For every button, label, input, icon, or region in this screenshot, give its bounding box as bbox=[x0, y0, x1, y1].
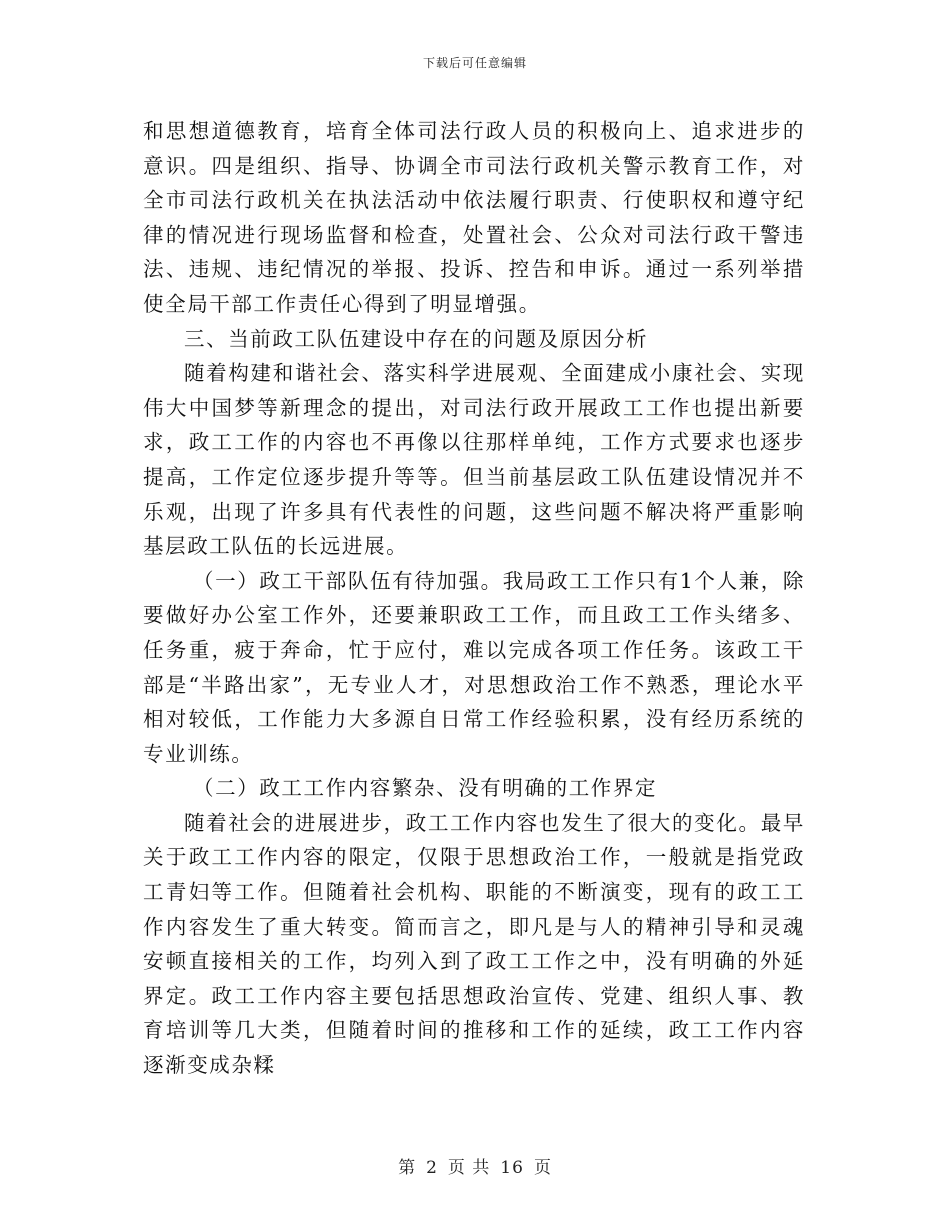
footer-total-pages: 16 bbox=[500, 1158, 524, 1178]
footer-prefix: 第 bbox=[398, 1158, 417, 1178]
body-paragraph-1: 和思想道德教育，培育全体司法行政人员的积极向上、追求进步的意识。四是组织、指导、协调全市司法行政机关警示教育工作，对全市司法行政机关在执法活动中依法履行职责、行使职权和遵守纪律的情况进行现场监督和检查，处置社会、公众对司法行政干警违法、违规、违纪情况的举报、投诉、控告和申诉。通过一系列举措使全局干部工作责任心得到了明显增强。 bbox=[143, 119, 805, 316]
body-paragraph-3: （一）政工干部队伍有待加强。我局政工工作只有1个人兼，除要做好办公室工作外，还要兼职政工工作，而且政工工作头绪多、任务重，疲于奔命，忙于应付，难以完成各项工作任务。该政工干部是“半路出家”，无专业人才，对思想政治工作不熟悉，理论水平相对较低，工作能力大多源自日常工作经验积累，没有经历系统的专业训练。 bbox=[143, 568, 805, 766]
footer-middle: 页 共 bbox=[447, 1158, 491, 1178]
footer-suffix: 页 bbox=[533, 1158, 552, 1178]
body-paragraph-2: 随着构建和谐社会、落实科学进展观、全面建成小康社会、实现伟大中国梦等新理念的提出，对司法行政开展政工工作也提出新要求，政工工作的内容也不再像以往那样单纯，工作方式要求也逐步提高，工作定位逐步提升等等。但当前基层政工队伍建设情况并不乐观，出现了许多具有代表性的问题，这些问题不解决将严重影响基层政工队伍的长远进展。 bbox=[143, 361, 805, 559]
section-heading-3: 三、当前政工队伍建设中存在的问题及原因分析 bbox=[184, 326, 649, 351]
document-body bbox=[143, 114, 805, 1083]
page-footer bbox=[0, 1153, 950, 1178]
footer-page-number: 2 bbox=[426, 1158, 438, 1178]
subsection-heading-2: （二）政工工作内容繁杂、没有明确的工作界定 bbox=[193, 776, 658, 801]
body-paragraph-4: 随着社会的进展进步，政工工作内容也发生了很大的变化。最早关于政工工作内容的限定，仅限于思想政治工作，一般就是指党政工青妇等工作。但随着社会机构、职能的不断演变，现有的政工工作内容发生了重大转变。简而言之，即凡是与人的精神引导和灵魂安顿直接相关的工作，均列入到了政工工作之中，没有明确的外延界定。政工工作内容主要包括思想政治宣传、党建、组织人事、教育培训等几大类，但随着时间的推移和工作的延续，政工工作内容逐渐变成杂糅 bbox=[143, 810, 805, 1078]
page-header-note: 下载后可任意编辑 bbox=[422, 56, 527, 70]
